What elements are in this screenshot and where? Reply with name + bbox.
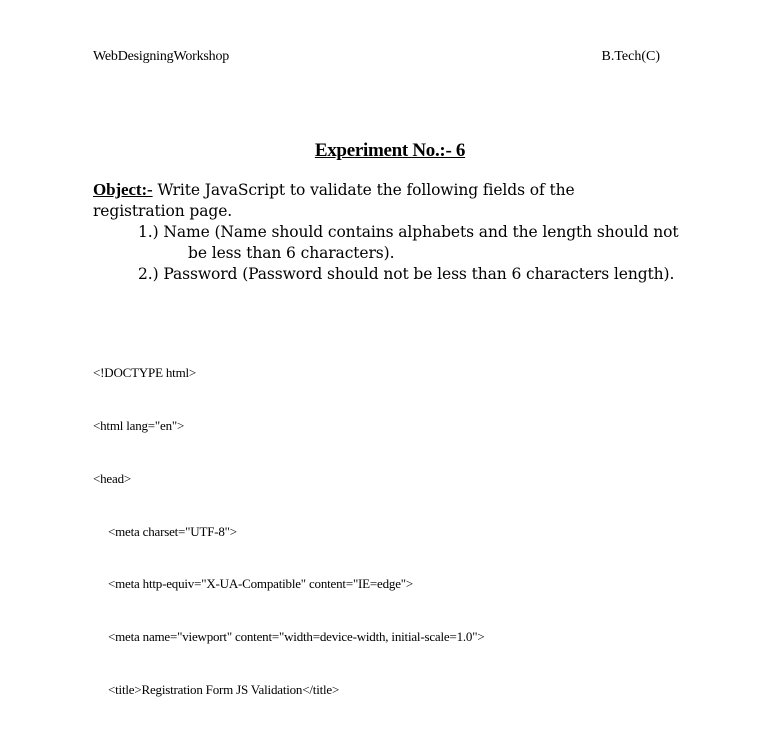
object-text-line1: Write JavaScript to validate the following fields of the xyxy=(152,181,575,199)
header-course-name: WebDesigningWorkshop xyxy=(93,49,230,64)
experiment-title-text: Experiment No.:- 6 xyxy=(314,140,466,161)
code-line: <head> xyxy=(93,470,132,486)
object-label: Object:- xyxy=(93,180,153,199)
code-line: <meta name="viewport" content="width=device-width, initial-scale=1.0"> xyxy=(108,629,485,645)
requirements-list xyxy=(93,222,693,285)
list-item xyxy=(93,264,693,285)
list-item-line2: be less than 6 characters). xyxy=(188,244,395,262)
code-line: <meta http-equiv="X-UA-Compatible" content="IE=edge"> xyxy=(108,576,414,592)
header-program: B.Tech(C) xyxy=(601,49,660,64)
list-item-line1: 1.) Name (Name should contains alphabets and the length should not xyxy=(138,223,679,241)
object-text-line2: registration page. xyxy=(93,202,233,220)
code-line: <meta charset="UTF-8"> xyxy=(108,523,237,539)
object-section xyxy=(93,179,693,285)
code-line: <html lang="en"> xyxy=(93,417,185,433)
code-line: <!DOCTYPE html> xyxy=(93,365,197,381)
code-line: <title>Registration Form JS Validation</title> xyxy=(108,681,340,697)
list-item xyxy=(93,222,693,264)
object-paragraph xyxy=(93,179,693,201)
list-item-line1: 2.) Password (Password should not be less than 6 characters length). xyxy=(138,265,675,283)
code-listing xyxy=(93,329,484,734)
experiment-title xyxy=(0,140,784,162)
